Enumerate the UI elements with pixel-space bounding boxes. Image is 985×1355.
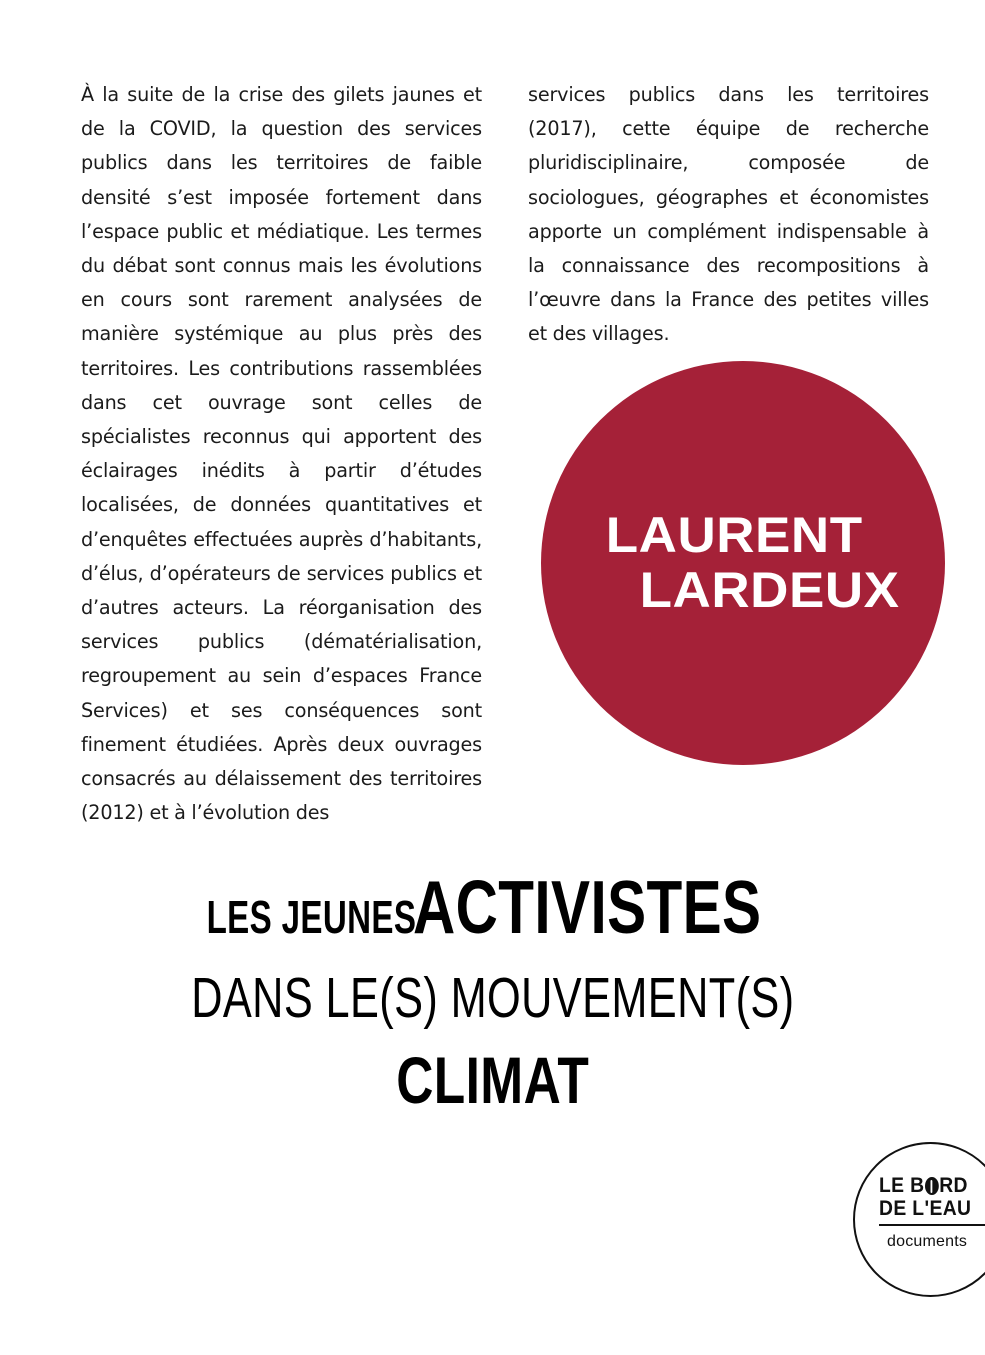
title-theme: CLIMAT [396, 1043, 589, 1117]
author-first-name: LAURENT [605, 507, 863, 563]
title-subtitle: DANS LE(S) MOUVEMENT(S) [190, 966, 795, 1030]
title-line-1 [0, 865, 985, 960]
publisher-name-line-1 [879, 1174, 985, 1197]
blurb-paragraph-right: services publics dans les territoires (2017), cette équipe de recherche pluridisciplinaire, composée de sociologues, géographes et économistes apporte un complément indispensable à la connaissance des recompositions à l’œuvre dans la France des petites villes et des villages. [528, 83, 929, 346]
blurb-column-right [528, 78, 929, 352]
blurb-column-left [81, 78, 482, 830]
title-line-2 [0, 966, 985, 1041]
title-prefix: LES JEUNES [207, 891, 417, 943]
author-last-name: LARDEUX [640, 562, 900, 618]
publisher-collection: documents [887, 1233, 968, 1250]
book-title [0, 865, 985, 1130]
logo-inner [879, 1174, 985, 1252]
logo-divider [879, 1224, 985, 1226]
water-drop-o-icon [925, 1177, 939, 1195]
title-line-3 [0, 1043, 985, 1130]
author-badge [541, 361, 945, 765]
publisher-name-part-2: RD [939, 1174, 968, 1197]
blurb-paragraph-left: À la suite de la crise des gilets jaunes et de la COVID, la question des services publics dans les territoires de faible densité s’est imposée fortement dans l’espace public et médiatique. Les termes du débat sont connus mais les évolutions en cours sont rarement analysées de manière systémique au plus près des territoires. Les contributions rassemblées dans cet ouvrage sont celles de spécialistes reconnus qui apportent des éclairages inédits à partir d’études localisées, de données quantitatives et d’enquêtes effectuées auprès d’habitants, d’élus, d’opérateurs de services publics et d’autres acteurs. La réorganisation des services publics (dématérialisation, regroupement au sein d’espaces France Services) et ses conséquences sont finement étudiées. Après deux ouvrages consacrés au délaissement des territoires (2012) et à l’évolution des [81, 83, 482, 825]
publisher-logo [853, 1142, 985, 1297]
title-keyword: ACTIVISTES [412, 865, 762, 949]
publisher-name-part-1: LE B [879, 1174, 925, 1197]
publisher-name-line-2: DE L'EAU [879, 1197, 972, 1220]
